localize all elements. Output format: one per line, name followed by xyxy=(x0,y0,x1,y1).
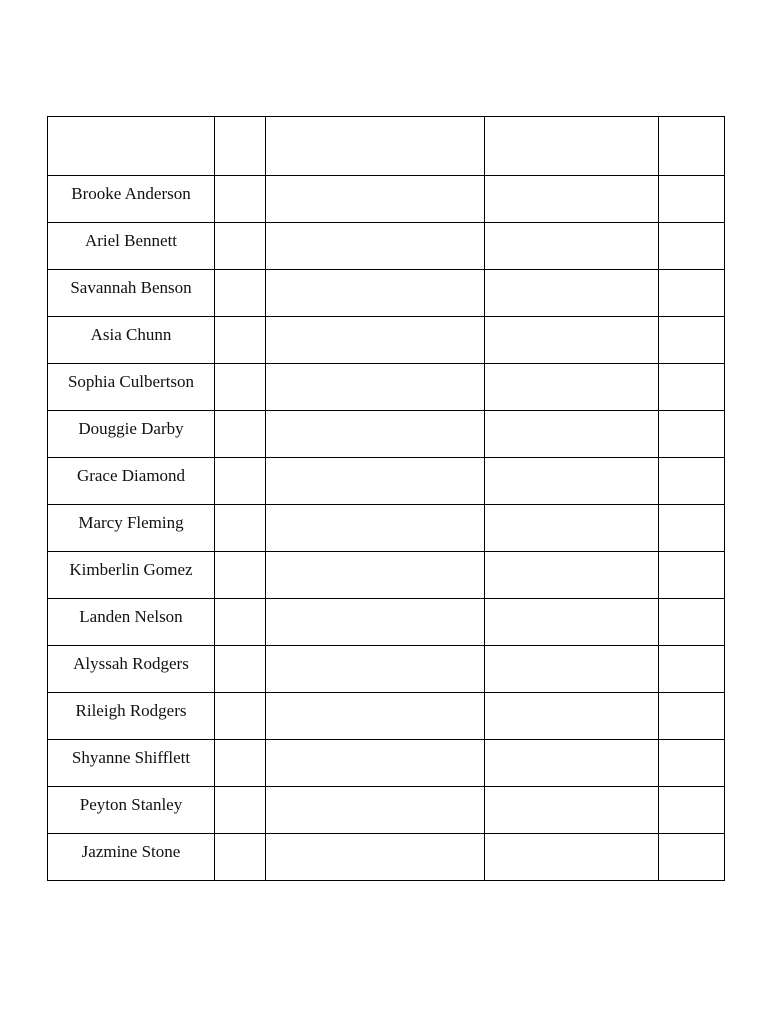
blank-entry-cell xyxy=(215,646,266,693)
student-name-cell xyxy=(48,740,215,787)
table-row xyxy=(48,176,725,223)
header-cell xyxy=(659,117,725,176)
blank-entry-cell xyxy=(266,834,485,881)
student-name: Savannah Benson xyxy=(70,278,192,297)
blank-entry-cell xyxy=(485,411,659,458)
blank-entry-cell xyxy=(659,458,725,505)
blank-entry-cell xyxy=(485,505,659,552)
blank-entry-cell xyxy=(485,740,659,787)
blank-entry-cell xyxy=(485,552,659,599)
student-name: Douggie Darby xyxy=(78,419,184,438)
blank-entry-cell xyxy=(266,411,485,458)
blank-entry-cell xyxy=(215,787,266,834)
blank-entry-cell xyxy=(659,364,725,411)
blank-entry-cell xyxy=(659,552,725,599)
table-row xyxy=(48,317,725,364)
student-name: Brooke Anderson xyxy=(71,184,191,203)
blank-entry-cell xyxy=(215,834,266,881)
table-row xyxy=(48,599,725,646)
blank-entry-cell xyxy=(485,599,659,646)
student-name-cell xyxy=(48,270,215,317)
blank-entry-cell xyxy=(659,270,725,317)
blank-entry-cell xyxy=(215,505,266,552)
blank-entry-cell xyxy=(659,223,725,270)
blank-entry-cell xyxy=(215,552,266,599)
student-name-cell xyxy=(48,411,215,458)
table-row xyxy=(48,223,725,270)
student-name-cell xyxy=(48,787,215,834)
student-name: Landen Nelson xyxy=(79,607,183,626)
table-row xyxy=(48,505,725,552)
blank-entry-cell xyxy=(485,223,659,270)
student-name-cell xyxy=(48,364,215,411)
blank-entry-cell xyxy=(215,599,266,646)
student-name: Shyanne Shifflett xyxy=(71,748,191,767)
blank-entry-cell xyxy=(266,317,485,364)
blank-entry-cell xyxy=(485,646,659,693)
header-cell xyxy=(48,117,215,176)
student-name: Sophia Culbertson xyxy=(67,372,195,391)
student-name: Grace Diamond xyxy=(76,466,186,485)
table-row xyxy=(48,458,725,505)
student-name-cell xyxy=(48,552,215,599)
blank-entry-cell xyxy=(266,364,485,411)
table-row xyxy=(48,411,725,458)
blank-entry-cell xyxy=(485,176,659,223)
blank-entry-cell xyxy=(215,317,266,364)
blank-entry-cell xyxy=(266,176,485,223)
blank-entry-cell xyxy=(659,834,725,881)
student-name-cell xyxy=(48,693,215,740)
student-name: Jazmine Stone xyxy=(81,842,181,861)
blank-entry-cell xyxy=(215,693,266,740)
blank-entry-cell xyxy=(659,176,725,223)
blank-entry-cell xyxy=(266,552,485,599)
blank-entry-cell xyxy=(266,787,485,834)
student-name: Peyton Stanley xyxy=(79,795,183,814)
student-name: Alyssah Rodgers xyxy=(73,654,189,673)
student-name-cell xyxy=(48,458,215,505)
student-name-cell xyxy=(48,646,215,693)
student-name-cell xyxy=(48,223,215,270)
blank-entry-cell xyxy=(266,740,485,787)
blank-entry-cell xyxy=(659,787,725,834)
header-row xyxy=(48,117,725,176)
student-name-cell xyxy=(48,599,215,646)
blank-entry-cell xyxy=(215,223,266,270)
roster-table xyxy=(47,116,725,881)
table-row xyxy=(48,740,725,787)
blank-entry-cell xyxy=(266,646,485,693)
table-row xyxy=(48,552,725,599)
blank-entry-cell xyxy=(215,176,266,223)
blank-entry-cell xyxy=(485,787,659,834)
header-cell xyxy=(266,117,485,176)
blank-entry-cell xyxy=(485,834,659,881)
table-row xyxy=(48,646,725,693)
blank-entry-cell xyxy=(485,458,659,505)
blank-entry-cell xyxy=(485,317,659,364)
student-name-cell xyxy=(48,834,215,881)
student-name: Marcy Fleming xyxy=(78,513,184,532)
table-row xyxy=(48,693,725,740)
blank-entry-cell xyxy=(266,458,485,505)
roster-body xyxy=(48,117,725,881)
header-cell xyxy=(215,117,266,176)
blank-entry-cell xyxy=(659,411,725,458)
blank-entry-cell xyxy=(215,364,266,411)
blank-entry-cell xyxy=(266,693,485,740)
student-name: Ariel Bennett xyxy=(84,231,178,250)
blank-entry-cell xyxy=(659,646,725,693)
blank-entry-cell xyxy=(266,599,485,646)
blank-entry-cell xyxy=(215,270,266,317)
blank-entry-cell xyxy=(485,693,659,740)
table-row xyxy=(48,364,725,411)
blank-entry-cell xyxy=(659,317,725,364)
blank-entry-cell xyxy=(266,270,485,317)
student-name-cell xyxy=(48,505,215,552)
blank-entry-cell xyxy=(215,458,266,505)
blank-entry-cell xyxy=(215,740,266,787)
table-row xyxy=(48,834,725,881)
blank-entry-cell xyxy=(485,364,659,411)
student-name-cell xyxy=(48,176,215,223)
table-row xyxy=(48,787,725,834)
header-cell xyxy=(485,117,659,176)
blank-entry-cell xyxy=(485,270,659,317)
student-name-cell xyxy=(48,317,215,364)
blank-entry-cell xyxy=(266,223,485,270)
table-row xyxy=(48,270,725,317)
student-name: Kimberlin Gomez xyxy=(69,560,193,579)
blank-entry-cell xyxy=(659,740,725,787)
blank-entry-cell xyxy=(659,599,725,646)
blank-entry-cell xyxy=(215,411,266,458)
blank-entry-cell xyxy=(266,505,485,552)
student-name: Asia Chunn xyxy=(90,325,172,344)
blank-entry-cell xyxy=(659,693,725,740)
blank-entry-cell xyxy=(659,505,725,552)
student-name: Rileigh Rodgers xyxy=(75,701,187,720)
